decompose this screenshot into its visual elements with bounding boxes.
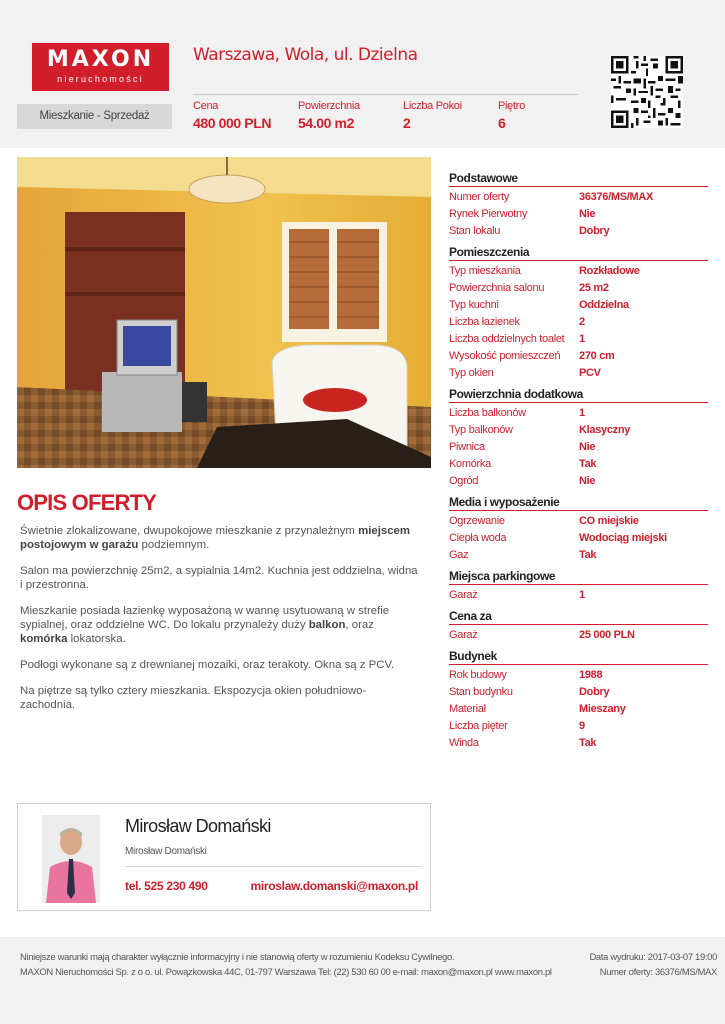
detail-label: Stan lokalu	[449, 225, 501, 237]
detail-value: Tak	[579, 549, 597, 561]
section-divider	[449, 186, 708, 187]
detail-label: Typ kuchni	[449, 299, 499, 311]
detail-row	[449, 314, 708, 331]
logo-main-text: MAXON	[46, 47, 155, 72]
bold-span: miejscem postojowym w garażu	[20, 525, 411, 551]
stat-label: Powierzchnia	[298, 100, 360, 112]
detail-label: Typ okien	[449, 367, 494, 379]
detail-value: 1	[579, 589, 585, 601]
detail-label: Liczba łazienek	[449, 316, 520, 328]
section-divider	[449, 584, 708, 585]
description-body	[20, 524, 420, 724]
section-divider	[449, 402, 708, 403]
detail-label: Powierzchnia salonu	[449, 282, 545, 294]
detail-label: Ogrzewanie	[449, 515, 505, 527]
detail-value: 1988	[579, 669, 603, 681]
footer-offer-number: Numer oferty: 36376/MS/MAX	[599, 966, 717, 977]
detail-row	[449, 280, 708, 297]
section-title: Media i wyposażenie	[449, 495, 560, 509]
detail-value: 270 cm	[579, 350, 615, 362]
detail-label: Liczba balkonów	[449, 407, 526, 419]
text-span: , oraz	[345, 619, 374, 631]
detail-row	[449, 473, 708, 490]
details-section	[449, 608, 708, 644]
detail-row	[449, 405, 708, 422]
section-divider	[449, 260, 708, 261]
detail-value: 1	[579, 333, 585, 345]
detail-value: Nie	[579, 475, 596, 487]
detail-value: Nie	[579, 441, 596, 453]
agent-photo	[42, 815, 100, 903]
details-section	[449, 244, 708, 382]
agent-email-link[interactable]: miroslaw.domanski@maxon.pl	[250, 879, 418, 893]
detail-label: Liczba pięter	[449, 720, 508, 732]
detail-label: Piwnica	[449, 441, 485, 453]
details-section	[449, 494, 708, 564]
detail-label: Materiał	[449, 703, 486, 715]
print-date: Data wydruku: 2017-03-07 19:00	[589, 951, 717, 962]
maxon-logo[interactable]	[32, 43, 169, 91]
description-paragraph: Salon ma powierzchnię 25m2, a sypialnia 14m2. Kuchnia jest oddzielna, widna i przestronna.	[20, 565, 418, 591]
stat-value: 6	[498, 115, 506, 131]
logo-sub-text: nieruchomości	[57, 74, 144, 84]
detail-label: Winda	[449, 737, 479, 749]
section-title: Budynek	[449, 649, 497, 663]
detail-label: Ciepła woda	[449, 532, 507, 544]
detail-value: Wodociąg miejski	[579, 532, 667, 544]
detail-value: Oddzielna	[579, 299, 629, 311]
detail-value: Nie	[579, 208, 596, 220]
detail-row	[449, 547, 708, 564]
detail-label: Stan budynku	[449, 686, 513, 698]
description-paragraph: Podłogi wykonane są z drewnianej mozaiki, oraz terakoty. Okna są z PCV.	[20, 659, 395, 671]
detail-row	[449, 684, 708, 701]
details-section	[449, 170, 708, 240]
detail-label: Rok budowy	[449, 669, 507, 681]
detail-label: Komórka	[449, 458, 491, 470]
qr-code-icon[interactable]	[611, 56, 683, 128]
agent-subname: Mirosław Domański	[125, 846, 207, 857]
detail-row	[449, 365, 708, 382]
bold-span: komórka	[20, 633, 68, 645]
detail-row	[449, 206, 708, 223]
description-paragraph	[20, 524, 420, 552]
stat-label: Liczba Pokoi	[403, 100, 462, 112]
detail-value: Rozkładowe	[579, 265, 640, 277]
detail-label: Wysokość pomieszczeń	[449, 350, 561, 362]
stat-value: 480 000 PLN	[193, 115, 272, 131]
detail-label: Gaz	[449, 549, 469, 561]
detail-value: 25 000 PLN	[579, 629, 635, 641]
description-paragraph	[20, 604, 420, 646]
agent-phone-link[interactable]: tel. 525 230 490	[125, 879, 208, 893]
detail-value: PCV	[579, 367, 601, 379]
details-section	[449, 568, 708, 604]
description-paragraph: Na piętrze są tylko cztery mieszkania. Ekspozycja okien południowo-zachodnia.	[20, 685, 367, 711]
property-address: Warszawa, Wola, ul. Dzielna	[193, 45, 418, 65]
detail-row	[449, 189, 708, 206]
text-span: Świetnie zlokalizowane, dwupokojowe mieszkanie z przynależnym	[20, 525, 359, 537]
detail-row	[449, 530, 708, 547]
detail-row	[449, 223, 708, 240]
agent-card	[17, 803, 431, 911]
details-section	[449, 386, 708, 490]
stat-floor	[498, 100, 525, 131]
stat-value: 54.00 m2	[298, 115, 354, 131]
section-title: Cena za	[449, 609, 492, 623]
stat-rooms	[403, 100, 462, 131]
details-panel	[449, 167, 708, 756]
detail-label: Rynek Pierwotny	[449, 208, 528, 220]
section-divider	[449, 624, 708, 625]
details-section	[449, 648, 708, 752]
detail-value: 9	[579, 720, 585, 732]
agent-name: Mirosław Domański	[125, 816, 271, 836]
detail-label: Ogród	[449, 475, 479, 487]
detail-value: Mieszany	[579, 703, 626, 715]
text-span: podziemnym.	[138, 539, 210, 551]
detail-row	[449, 701, 708, 718]
detail-row	[449, 297, 708, 314]
header-band	[0, 0, 725, 148]
detail-label: Garaż	[449, 629, 478, 641]
description-title: OPIS OFERTY	[17, 490, 157, 515]
detail-row	[449, 456, 708, 473]
footer-band	[0, 937, 725, 1024]
detail-row	[449, 718, 708, 735]
footer-company-info: MAXON Nieruchomości Sp. z o o. ul. Powązkowska 44C, 01-797 Warszawa Tel: (22) 530 60 00 e-mail: maxon@maxon.pl www.maxon.pl	[20, 966, 552, 977]
detail-value: Tak	[579, 458, 597, 470]
detail-row	[449, 439, 708, 456]
detail-label: Garaż	[449, 589, 478, 601]
section-title: Powierzchnia dodatkowa	[449, 387, 583, 401]
text-span: Mieszkanie posiada łazienkę wyposażoną w wannę usytuowaną w strefie sypialnej, oraz oddzielne WC. Do lokalu przynależy duży	[20, 605, 390, 631]
stat-label: Piętro	[498, 100, 525, 112]
stat-price	[193, 100, 271, 131]
detail-row	[449, 667, 708, 684]
detail-value: Klasyczny	[579, 424, 631, 436]
detail-value: CO miejskie	[579, 515, 639, 527]
section-title: Miejsca parkingowe	[449, 569, 556, 583]
detail-value: 25 m2	[579, 282, 609, 294]
section-title: Pomieszczenia	[449, 245, 530, 259]
footer-legal	[20, 949, 552, 979]
detail-row	[449, 627, 708, 644]
detail-label: Liczba oddzielnych toalet	[449, 333, 565, 345]
property-photo[interactable]	[17, 157, 431, 468]
property-type-badge: Mieszkanie - Sprzedaż	[17, 104, 172, 129]
detail-row	[449, 587, 708, 604]
section-divider	[449, 510, 708, 511]
footer-disclaimer: Niniejsze warunki mają charakter wyłącznie informacyjny i nie stanowią oferty w rozumieniu Kodeksu Cywilnego.	[20, 951, 455, 962]
text-span: lokatorska.	[67, 633, 126, 645]
stat-value: 2	[403, 115, 411, 131]
detail-label: Typ balkonów	[449, 424, 513, 436]
detail-label: Typ mieszkania	[449, 265, 521, 277]
bold-span: balkon	[308, 619, 346, 631]
stat-area	[298, 100, 360, 131]
detail-row	[449, 735, 708, 752]
detail-row	[449, 348, 708, 365]
detail-row	[449, 422, 708, 439]
detail-row	[449, 263, 708, 280]
detail-value: 1	[579, 407, 585, 419]
detail-value: 36376/MS/MAX	[579, 191, 654, 203]
footer-meta	[589, 949, 717, 979]
detail-row	[449, 513, 708, 530]
detail-value: Tak	[579, 737, 597, 749]
section-title: Podstawowe	[449, 171, 518, 185]
detail-value: Dobry	[579, 225, 610, 237]
detail-value: 2	[579, 316, 585, 328]
detail-value: Dobry	[579, 686, 610, 698]
agent-divider	[125, 866, 421, 867]
section-divider	[449, 664, 708, 665]
detail-row	[449, 331, 708, 348]
stat-label: Cena	[193, 100, 219, 112]
header-divider	[193, 94, 578, 95]
detail-label: Numer oferty	[449, 191, 509, 203]
